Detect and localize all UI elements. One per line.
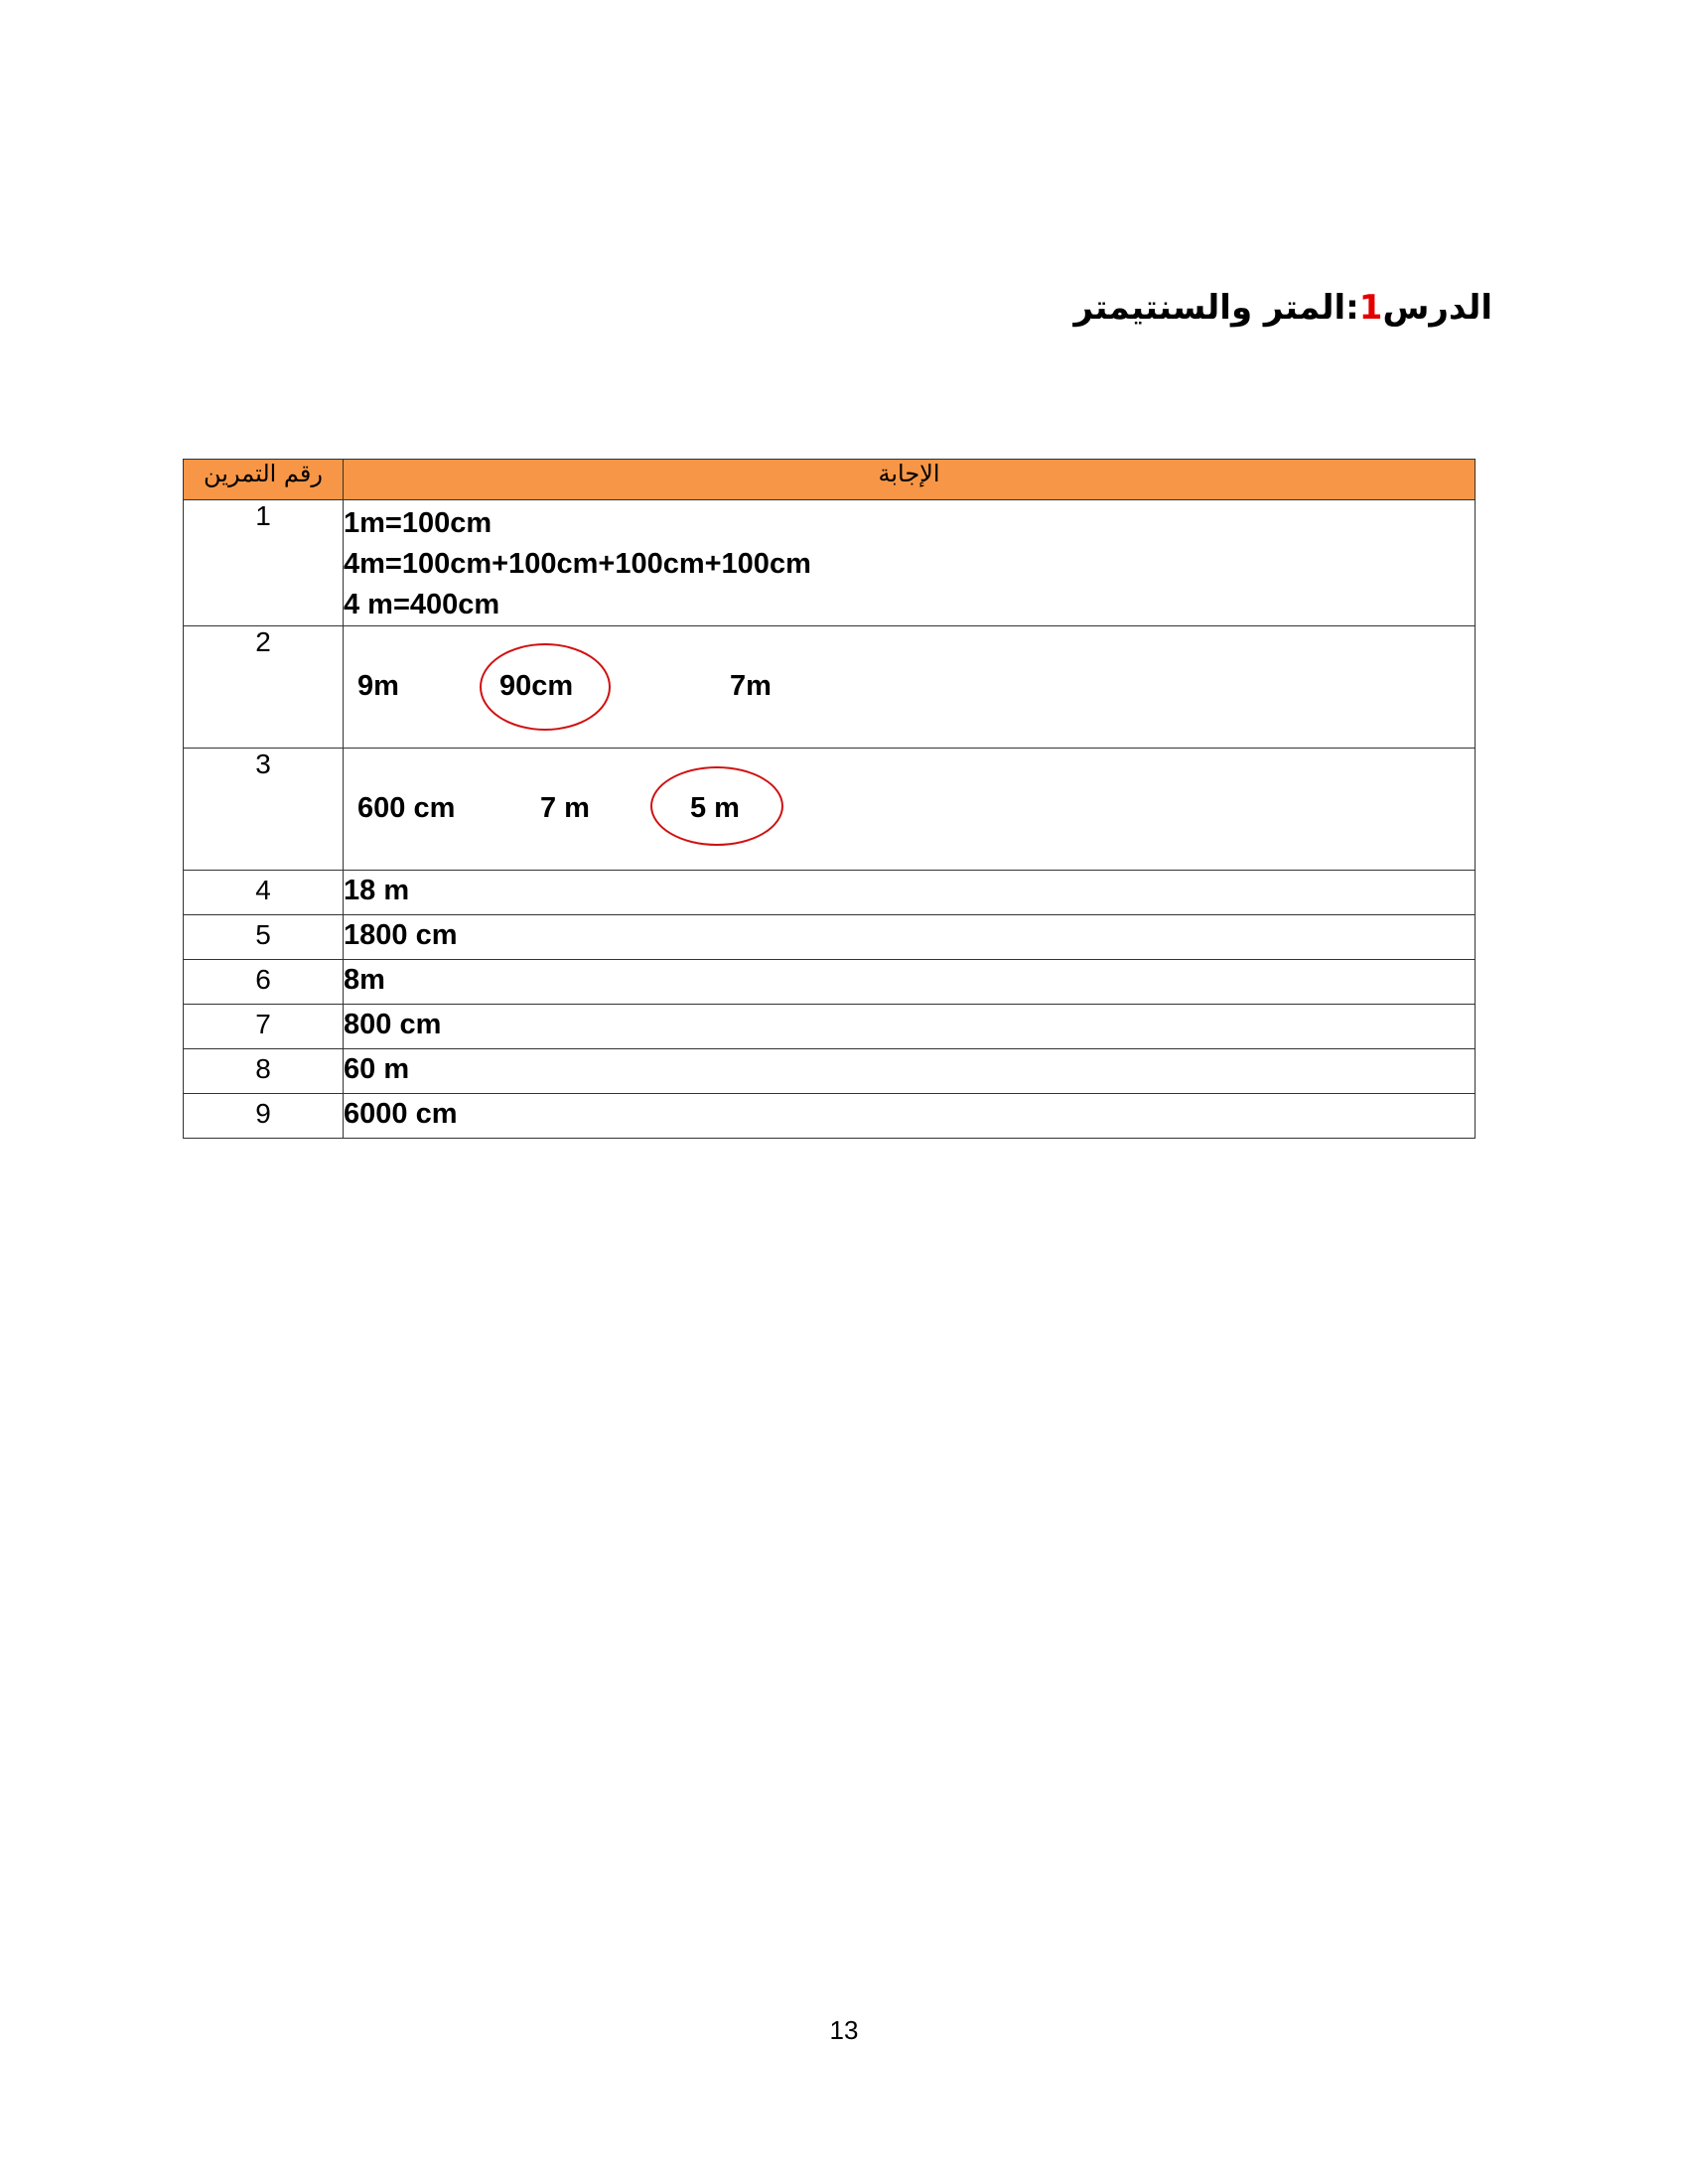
option: 9m	[357, 670, 399, 702]
lesson-title-prefix: الدرس	[1382, 288, 1492, 328]
answer-cell: 18 m	[344, 871, 1476, 915]
table-row	[184, 871, 1476, 915]
answer-cell: 8m	[344, 960, 1476, 1005]
header-answer: الإجابة	[344, 460, 1476, 500]
lesson-title-suffix: :المتر والسنتيمتر	[1073, 288, 1359, 328]
table-row	[184, 626, 1476, 749]
answer-cell	[344, 749, 1476, 871]
answer-cell: 60 m	[344, 1049, 1476, 1094]
page-number: 13	[829, 2015, 859, 2045]
table-header-row	[184, 460, 1476, 500]
table-row	[184, 749, 1476, 871]
exercise-number: 3	[184, 749, 344, 871]
answer-cell: 800 cm	[344, 1005, 1476, 1049]
answer-line: 4m=100cm+100cm+100cm+100cm	[344, 548, 811, 580]
table-row	[184, 1094, 1476, 1139]
option: 600 cm	[357, 792, 456, 824]
exercise-number: 8	[184, 1049, 344, 1094]
option-circled: 90cm	[499, 670, 574, 702]
option-circled: 5 m	[690, 792, 740, 824]
answer-line: 1m=100cm	[344, 507, 492, 539]
exercise-number: 2	[184, 626, 344, 749]
exercise-number: 1	[184, 500, 344, 626]
answer-line: 4 m=400cm	[344, 589, 500, 620]
option: 7m	[730, 670, 772, 702]
answer-cell	[344, 500, 1476, 626]
table-row	[184, 500, 1476, 626]
table-row	[184, 1049, 1476, 1094]
exercise-number: 4	[184, 871, 344, 915]
header-exercise-number: رقم التمرين	[184, 460, 344, 500]
table-row	[184, 915, 1476, 960]
lesson-title	[1073, 288, 1492, 328]
answers-table	[183, 459, 1476, 1139]
answer-cell: 1800 cm	[344, 915, 1476, 960]
exercise-number: 6	[184, 960, 344, 1005]
table-row	[184, 960, 1476, 1005]
exercise-number: 5	[184, 915, 344, 960]
option: 7 m	[540, 792, 590, 824]
lesson-number: 1	[1358, 288, 1383, 328]
answer-cell	[344, 626, 1476, 749]
exercise-number: 9	[184, 1094, 344, 1139]
table-row	[184, 1005, 1476, 1049]
exercise-number: 7	[184, 1005, 344, 1049]
answer-cell: 6000 cm	[344, 1094, 1476, 1139]
